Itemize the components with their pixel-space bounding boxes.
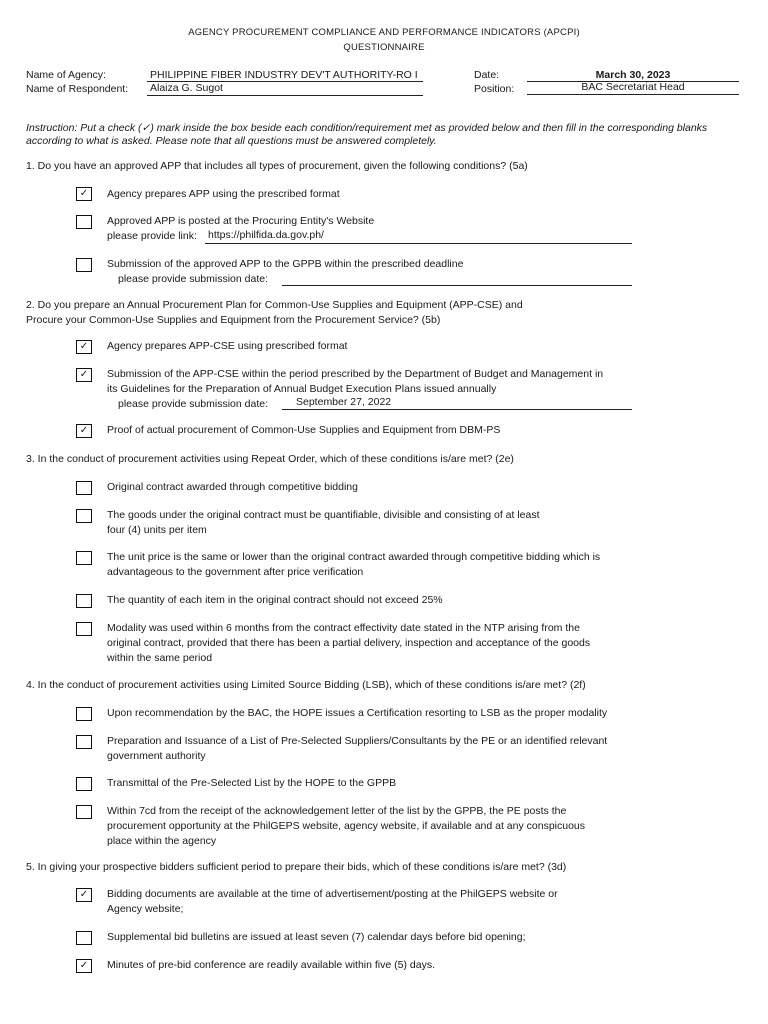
app-submission-date-field[interactable] (282, 285, 632, 286)
question-5: 5. In giving your prospective bidders sufficient period to prepare their bids, which of these conditions is/are met? (3d) (26, 861, 567, 873)
respondent-label: Name of Respondent: (26, 83, 129, 95)
item-q5-2 (107, 930, 526, 945)
item-text: Agency prepares APP-CSE using prescribed format (107, 340, 348, 352)
item-q3-5 (107, 621, 590, 666)
item-text: its Guidelines for the Preparation of Annual Budget Execution Plans issued annually (107, 383, 497, 395)
checkbox-q3-2[interactable] (76, 509, 92, 523)
question-2 (26, 298, 523, 328)
question-text: 2. Do you prepare an Annual Procurement Plan for Common-Use Supplies and Equipment (APP-CSE) and (26, 299, 523, 311)
checkbox-q1-3[interactable] (76, 258, 92, 272)
item-text: Upon recommendation by the BAC, the HOPE issues a Certification resorting to LSB as the proper modality (107, 707, 608, 719)
item-q1-3 (107, 257, 463, 287)
item-text: original contract, provided that there has been a partial delivery, inspection and acceptance of the goods (107, 637, 591, 649)
date-value: March 30, 2023 (595, 69, 671, 81)
instruction-line: according to what is asked. Please note that all questions must be answered completely. (26, 135, 437, 147)
app-link-field[interactable] (205, 243, 632, 244)
item-q5-3 (107, 958, 435, 973)
item-text: place within the agency (107, 835, 217, 847)
item-text: advantageous to the government after price verification (107, 566, 364, 578)
position-label: Position: (474, 83, 515, 95)
checkbox-q2-2[interactable] (76, 368, 92, 382)
item-text: government authority (107, 750, 206, 762)
check-icon: ✓ (79, 369, 89, 380)
item-text: within the same period (107, 652, 213, 664)
item-text: Submission of the APP-CSE within the period prescribed by the Department of Budget and Management in (107, 368, 604, 380)
check-icon: ✓ (79, 889, 89, 900)
item-text: Supplemental bid bulletins are issued at least seven (7) calendar days before bid opening; (107, 931, 526, 943)
item-text: The unit price is the same or lower than the original contract awarded through competitive bidding which is (107, 551, 601, 563)
form-title-line2: QUESTIONNAIRE (343, 42, 425, 53)
respondent-value: Alaiza G. Sugot (150, 82, 223, 94)
item-q3-3 (107, 550, 600, 580)
item-text: The quantity of each item in the original contract should not exceed 25% (107, 594, 443, 606)
item-q3-4 (107, 593, 443, 608)
item-q4-2 (107, 734, 607, 764)
item-q3-2 (107, 508, 540, 538)
item-text: Bidding documents are available at the time of advertisement/posting at the PhilGEPS website or (107, 888, 558, 900)
checkbox-q3-4[interactable] (76, 594, 92, 608)
instruction-line: Instruction: Put a check (✓) mark inside the box beside each condition/requirement met as provided below and then fill in the corresponding blanks (26, 122, 708, 134)
item-q4-3 (107, 776, 396, 791)
checkbox-q2-3[interactable] (76, 424, 92, 438)
item-text: Within 7cd from the receipt of the acknowledgement letter of the list by the GPPB, the PE posts the (107, 805, 567, 817)
checkbox-q2-1[interactable] (76, 340, 92, 354)
check-icon: ✓ (79, 188, 89, 199)
app-cse-submission-date-value: September 27, 2022 (296, 396, 392, 408)
item-text: four (4) units per item (107, 524, 207, 536)
item-q4-1 (107, 706, 607, 721)
checkbox-q4-1[interactable] (76, 707, 92, 721)
date-label: Date: (474, 69, 500, 81)
item-q2-3 (107, 423, 500, 438)
checkbox-q3-5[interactable] (76, 622, 92, 636)
item-text: Agency website; (107, 903, 184, 915)
position-underline (527, 94, 739, 95)
item-text: please provide submission date: (118, 273, 269, 285)
item-text: Modality was used within 6 months from the contract effectivity date stated in the NTP arising from the (107, 622, 580, 634)
item-text: Preparation and Issuance of a List of Pre-Selected Suppliers/Consultants by the PE or an identified relevant (107, 735, 608, 747)
item-q2-1 (107, 339, 347, 354)
checkbox-q1-2[interactable] (76, 215, 92, 229)
checkbox-q5-1[interactable] (76, 888, 92, 902)
respondent-underline (147, 95, 423, 96)
item-text: Approved APP is posted at the Procuring Entity's Website (107, 215, 375, 227)
check-icon: ✓ (79, 341, 89, 352)
instruction (26, 122, 707, 148)
item-text: Agency prepares APP using the prescribed format (107, 188, 340, 200)
item-q3-1 (107, 480, 358, 495)
position-value: BAC Secretariat Head (581, 81, 685, 93)
item-text: Transmittal of the Pre-Selected List by the HOPE to the GPPB (107, 777, 397, 789)
check-icon: ✓ (79, 425, 89, 436)
question-3: 3. In the conduct of procurement activities using Repeat Order, which of these conditions is/are met? (2e) (26, 453, 514, 465)
checkbox-q4-3[interactable] (76, 777, 92, 791)
item-q1-1 (107, 187, 340, 202)
item-text: Proof of actual procurement of Common-Use Supplies and Equipment from DBM-PS (107, 424, 501, 436)
item-text: please provide submission date: (118, 398, 269, 410)
agency-label: Name of Agency: (26, 69, 106, 81)
form-title-line1: AGENCY PROCUREMENT COMPLIANCE AND PERFORMANCE INDICATORS (APCPI) (188, 27, 580, 38)
app-link-value: https://philfida.da.gov.ph/ (208, 229, 324, 241)
checkbox-q1-1[interactable] (76, 187, 92, 201)
checkbox-q5-2[interactable] (76, 931, 92, 945)
item-q5-1 (107, 887, 558, 917)
item-text: Minutes of pre-bid conference are readily available within five (5) days. (107, 959, 435, 971)
check-icon: ✓ (79, 960, 89, 971)
checkbox-q5-3[interactable] (76, 959, 92, 973)
question-text: Procure your Common-Use Supplies and Equipment from the Procurement Service? (5b) (26, 314, 441, 326)
agency-value: PHILIPPINE FIBER INDUSTRY DEV'T AUTHORITY-RO I (150, 69, 418, 81)
item-text: please provide link: (107, 230, 197, 242)
question-4: 4. In the conduct of procurement activities using Limited Source Bidding (LSB), which of these conditions is/are met? (2f) (26, 679, 586, 691)
question-1: 1. Do you have an approved APP that includes all types of procurement, given the following conditions? (5a) (26, 160, 528, 172)
app-cse-submission-date-field[interactable] (282, 409, 632, 410)
item-text: Submission of the approved APP to the GPPB within the prescribed deadline (107, 258, 464, 270)
checkbox-q3-3[interactable] (76, 551, 92, 565)
item-text: procurement opportunity at the PhilGEPS website, agency website, if available and at any conspicuous (107, 820, 586, 832)
item-q4-4 (107, 804, 585, 849)
item-text: Original contract awarded through competitive bidding (107, 481, 358, 493)
checkbox-q3-1[interactable] (76, 481, 92, 495)
item-text: The goods under the original contract must be quantifiable, divisible and consisting of at least (107, 509, 540, 521)
checkbox-q4-4[interactable] (76, 805, 92, 819)
checkbox-q4-2[interactable] (76, 735, 92, 749)
